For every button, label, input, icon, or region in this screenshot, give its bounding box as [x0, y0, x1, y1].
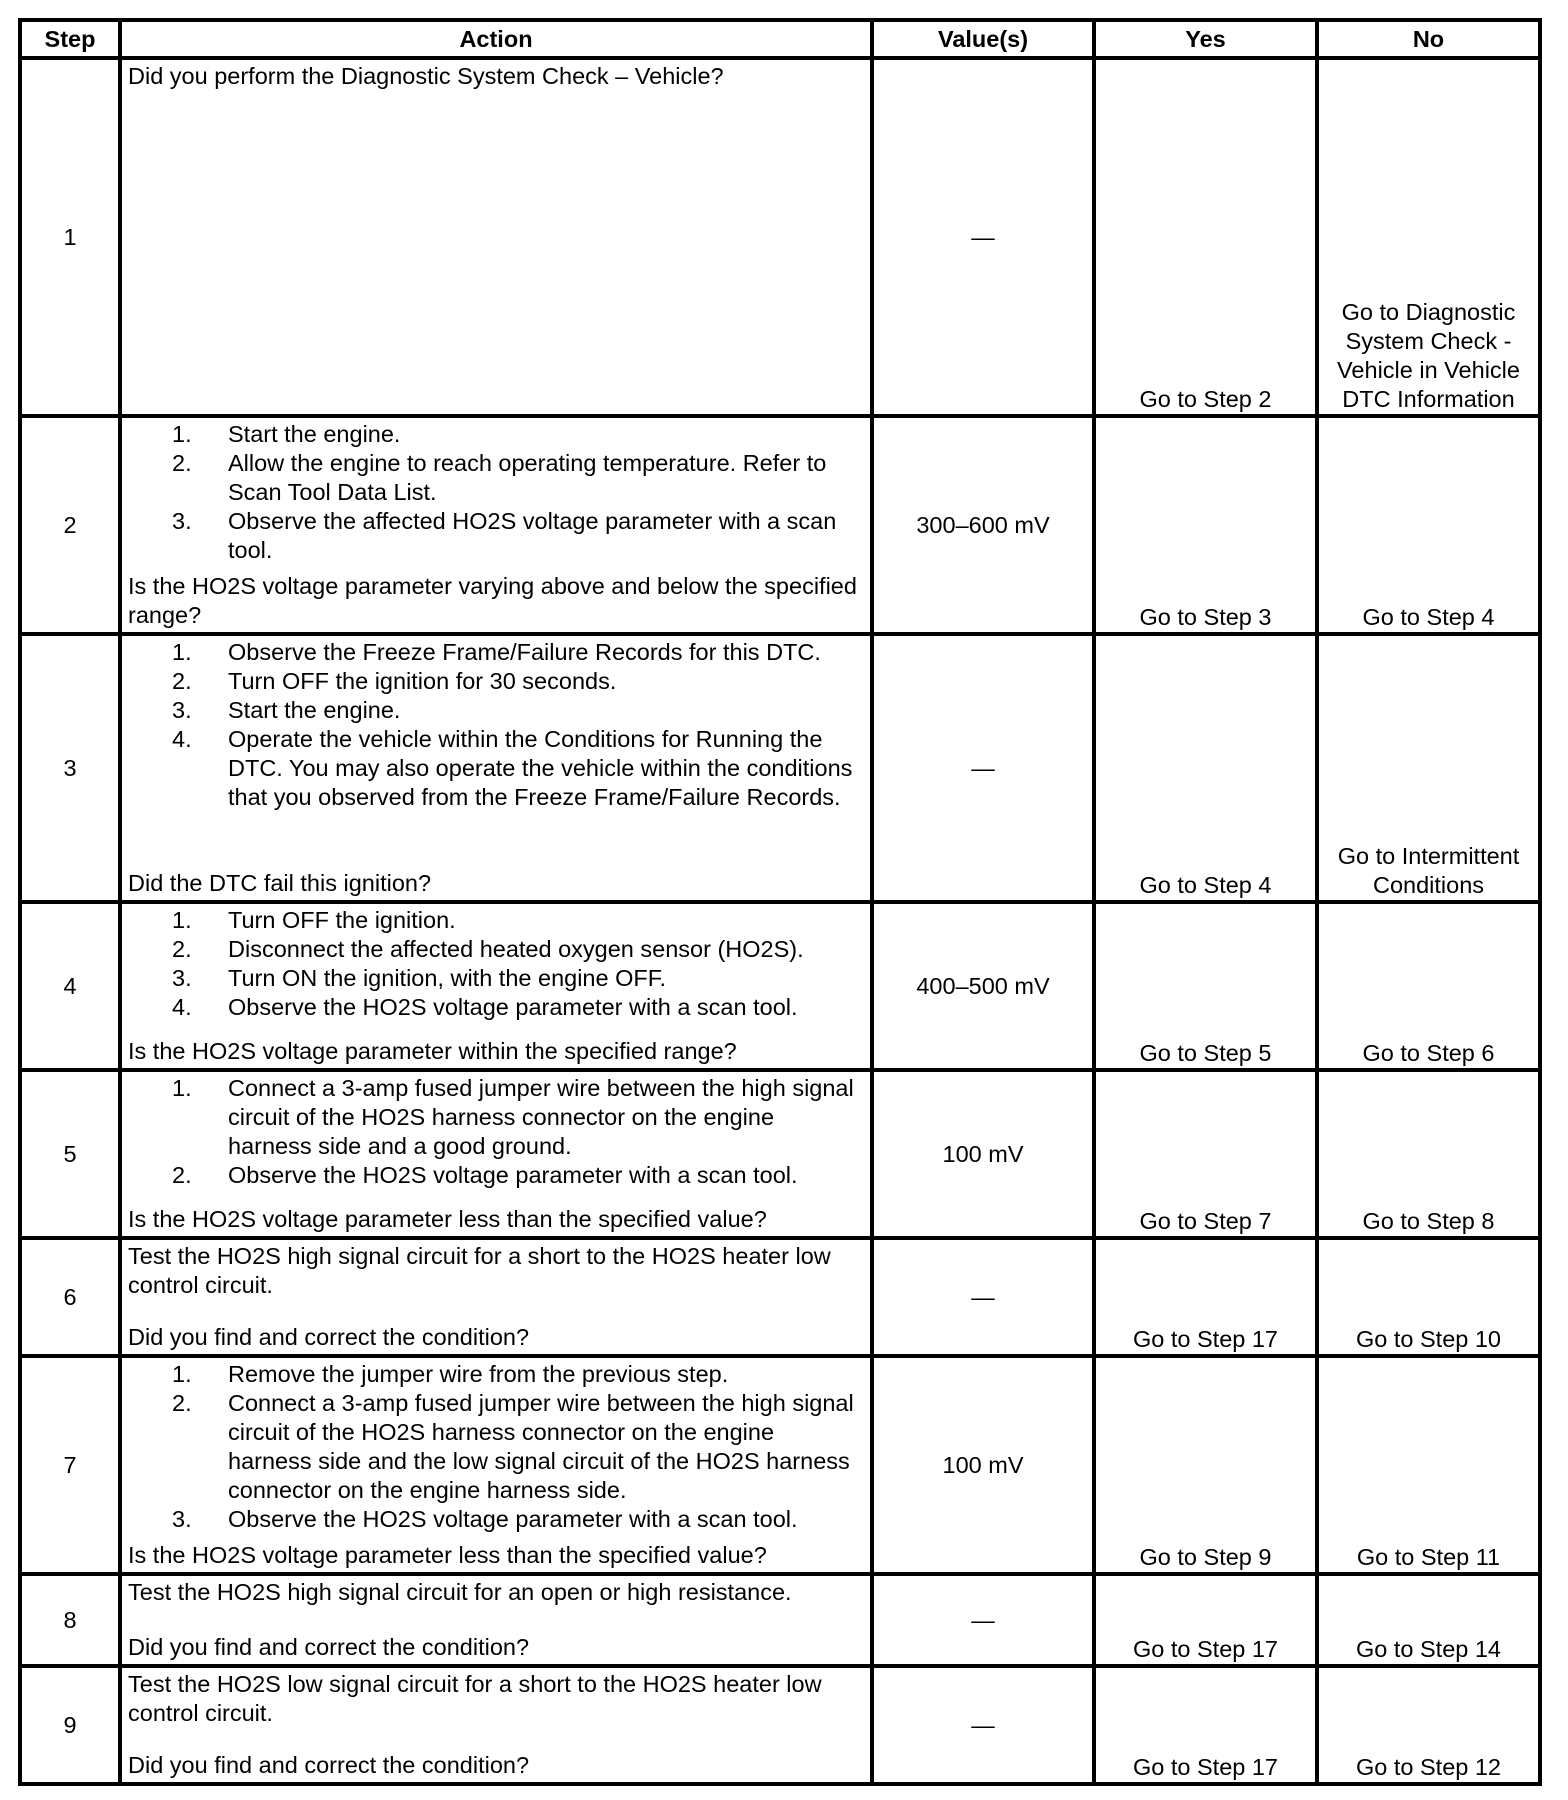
- list-item-text: Start the engine.: [228, 697, 401, 723]
- list-item: [128, 725, 862, 812]
- list-item: [128, 1505, 862, 1534]
- list-item-text: Turn ON the ignition, with the engine OFF.: [228, 965, 667, 991]
- list-item: [128, 935, 862, 964]
- yes-cell: Go to Step 7: [1094, 1070, 1317, 1238]
- list-item-text: Operate the vehicle within the Conditions for Running the DTC. You may also operate the vehicle within the conditions that you observed from the Freeze Frame/Failure Records.: [228, 726, 853, 810]
- value-cell: —: [872, 1666, 1094, 1784]
- step-number: 5: [20, 1070, 120, 1238]
- table-row: [20, 1356, 1540, 1574]
- action-intro: Test the HO2S low signal circuit for a short to the HO2S heater low control circuit.: [128, 1671, 822, 1726]
- step-number: 4: [20, 902, 120, 1070]
- action-cell: [120, 634, 872, 902]
- action-top: [128, 1670, 862, 1728]
- list-item-text: Turn OFF the ignition.: [228, 907, 456, 933]
- table-row: [20, 416, 1540, 634]
- table-row: [20, 58, 1540, 416]
- action-question: Is the HO2S voltage parameter less than the specified value?: [128, 1542, 767, 1568]
- no-cell: Go to Step 14: [1317, 1574, 1540, 1666]
- list-item-text: Remove the jumper wire from the previous step.: [228, 1361, 729, 1387]
- yes-cell: Go to Step 3: [1094, 416, 1317, 634]
- action-question: Did the DTC fail this ignition?: [128, 870, 432, 896]
- list-item-number: 1.: [172, 907, 192, 933]
- list-item-number: 1.: [172, 421, 192, 447]
- no-cell: Go to Step 10: [1317, 1238, 1540, 1356]
- action-content: [122, 904, 870, 1068]
- action-intro: Test the HO2S high signal circuit for a short to the HO2S heater low control circuit.: [128, 1243, 831, 1298]
- action-top: [128, 1074, 862, 1190]
- list-item-number: 4.: [172, 994, 192, 1020]
- list-item-text: Disconnect the affected heated oxygen sensor (HO2S).: [228, 936, 804, 962]
- list-item: [128, 696, 862, 725]
- yes-cell: Go to Step 17: [1094, 1666, 1317, 1784]
- list-item-number: 1.: [172, 639, 192, 665]
- action-cell: [120, 902, 872, 1070]
- yes-cell: Go to Step 9: [1094, 1356, 1317, 1574]
- step-number: 8: [20, 1574, 120, 1666]
- list-item-number: 2.: [172, 668, 192, 694]
- action-intro: Did you perform the Diagnostic System Check – Vehicle?: [128, 63, 724, 89]
- step-number: 2: [20, 416, 120, 634]
- yes-cell: Go to Step 17: [1094, 1238, 1317, 1356]
- action-cell: [120, 1070, 872, 1238]
- table-body: [20, 58, 1540, 1784]
- action-top: [128, 1360, 862, 1534]
- yes-cell: Go to Step 4: [1094, 634, 1317, 902]
- action-top: [128, 906, 862, 1022]
- action-steps-list: [128, 1074, 862, 1190]
- action-content: [122, 1668, 870, 1782]
- list-item: [128, 667, 862, 696]
- action-content: [122, 1240, 870, 1354]
- action-top: [128, 1578, 862, 1607]
- yes-cell: Go to Step 2: [1094, 58, 1317, 416]
- list-item-number: 2.: [172, 450, 192, 476]
- list-item-number: 2.: [172, 936, 192, 962]
- action-question: Did you find and correct the condition?: [128, 1634, 530, 1660]
- list-item: [128, 993, 862, 1022]
- list-item-number: 2.: [172, 1390, 192, 1416]
- action-content: [122, 1072, 870, 1236]
- list-item: [128, 507, 862, 565]
- header-step: Step: [20, 20, 120, 58]
- no-cell: Go to Step 11: [1317, 1356, 1540, 1574]
- list-item-text: Observe the HO2S voltage parameter with a scan tool.: [228, 1506, 798, 1532]
- action-intro: Test the HO2S high signal circuit for an open or high resistance.: [128, 1579, 792, 1605]
- table-row: [20, 1574, 1540, 1666]
- action-top: [128, 638, 862, 812]
- action-steps-list: [128, 638, 862, 812]
- value-cell: —: [872, 1238, 1094, 1356]
- no-cell: Go to Diagnostic System Check - Vehicle in Vehicle DTC Information: [1317, 58, 1540, 416]
- action-steps-list: [128, 906, 862, 1022]
- step-number: 9: [20, 1666, 120, 1784]
- list-item: [128, 1161, 862, 1190]
- action-cell: [120, 58, 872, 416]
- value-cell: 100 mV: [872, 1070, 1094, 1238]
- list-item-number: 3.: [172, 697, 192, 723]
- list-item-number: 3.: [172, 1506, 192, 1532]
- value-cell: —: [872, 1574, 1094, 1666]
- no-cell: Go to Step 6: [1317, 902, 1540, 1070]
- no-cell: Go to Intermittent Conditions: [1317, 634, 1540, 902]
- action-cell: [120, 1356, 872, 1574]
- value-cell: 400–500 mV: [872, 902, 1094, 1070]
- list-item-number: 3.: [172, 965, 192, 991]
- action-cell: [120, 1574, 872, 1666]
- action-top: [128, 62, 862, 91]
- action-cell: [120, 1666, 872, 1784]
- list-item-number: 1.: [172, 1075, 192, 1101]
- no-cell: Go to Step 8: [1317, 1070, 1540, 1238]
- list-item-text: Turn OFF the ignition for 30 seconds.: [228, 668, 617, 694]
- action-top: [128, 1242, 862, 1300]
- action-question: Did you find and correct the condition?: [128, 1324, 530, 1350]
- table-row: [20, 1666, 1540, 1784]
- action-top: [128, 420, 862, 565]
- no-cell: Go to Step 4: [1317, 416, 1540, 634]
- diagnostic-table: [18, 18, 1542, 1786]
- table-header: [20, 20, 1540, 58]
- list-item: [128, 1360, 862, 1389]
- value-cell: —: [872, 58, 1094, 416]
- action-question: Is the HO2S voltage parameter less than the specified value?: [128, 1206, 767, 1232]
- action-content: [122, 418, 870, 632]
- step-number: 1: [20, 58, 120, 416]
- step-number: 7: [20, 1356, 120, 1574]
- header-row: [20, 20, 1540, 58]
- step-number: 6: [20, 1238, 120, 1356]
- action-cell: [120, 416, 872, 634]
- action-content: [122, 60, 870, 414]
- yes-cell: Go to Step 5: [1094, 902, 1317, 1070]
- list-item: [128, 449, 862, 507]
- list-item-text: Connect a 3-amp fused jumper wire between the high signal circuit of the HO2S harness connector on the engine harness side and a good ground.: [228, 1075, 854, 1159]
- action-question: Is the HO2S voltage parameter varying above and below the specified range?: [128, 573, 857, 628]
- no-cell: Go to Step 12: [1317, 1666, 1540, 1784]
- value-cell: —: [872, 634, 1094, 902]
- action-steps-list: [128, 420, 862, 565]
- list-item: [128, 420, 862, 449]
- list-item-number: 4.: [172, 726, 192, 752]
- table-row: [20, 902, 1540, 1070]
- list-item-text: Allow the engine to reach operating temperature. Refer to Scan Tool Data List.: [228, 450, 827, 505]
- action-content: [122, 636, 870, 900]
- list-item-number: 2.: [172, 1162, 192, 1188]
- step-number: 3: [20, 634, 120, 902]
- header-values: Value(s): [872, 20, 1094, 58]
- action-content: [122, 1576, 870, 1664]
- header-action: Action: [120, 20, 872, 58]
- list-item-number: 3.: [172, 508, 192, 534]
- action-question: Did you find and correct the condition?: [128, 1752, 530, 1778]
- action-steps-list: [128, 1360, 862, 1534]
- list-item-text: Observe the HO2S voltage parameter with a scan tool.: [228, 994, 798, 1020]
- table-row: [20, 1238, 1540, 1356]
- list-item-text: Observe the affected HO2S voltage parameter with a scan tool.: [228, 508, 837, 563]
- value-cell: 100 mV: [872, 1356, 1094, 1574]
- yes-cell: Go to Step 17: [1094, 1574, 1317, 1666]
- list-item-text: Start the engine.: [228, 421, 401, 447]
- action-content: [122, 1358, 870, 1572]
- table-row: [20, 634, 1540, 902]
- action-question: Is the HO2S voltage parameter within the specified range?: [128, 1038, 737, 1064]
- list-item: [128, 964, 862, 993]
- list-item-text: Observe the HO2S voltage parameter with a scan tool.: [228, 1162, 798, 1188]
- list-item: [128, 638, 862, 667]
- list-item-number: 1.: [172, 1361, 192, 1387]
- header-yes: Yes: [1094, 20, 1317, 58]
- list-item-text: Connect a 3-amp fused jumper wire between the high signal circuit of the HO2S harness connector on the engine harness side and the low signal circuit of the HO2S harness connector on the engine harness side.: [228, 1390, 854, 1503]
- list-item: [128, 906, 862, 935]
- list-item-text: Observe the Freeze Frame/Failure Records for this DTC.: [228, 639, 821, 665]
- table-row: [20, 1070, 1540, 1238]
- list-item: [128, 1389, 862, 1505]
- action-cell: [120, 1238, 872, 1356]
- header-no: No: [1317, 20, 1540, 58]
- value-cell: 300–600 mV: [872, 416, 1094, 634]
- list-item: [128, 1074, 862, 1161]
